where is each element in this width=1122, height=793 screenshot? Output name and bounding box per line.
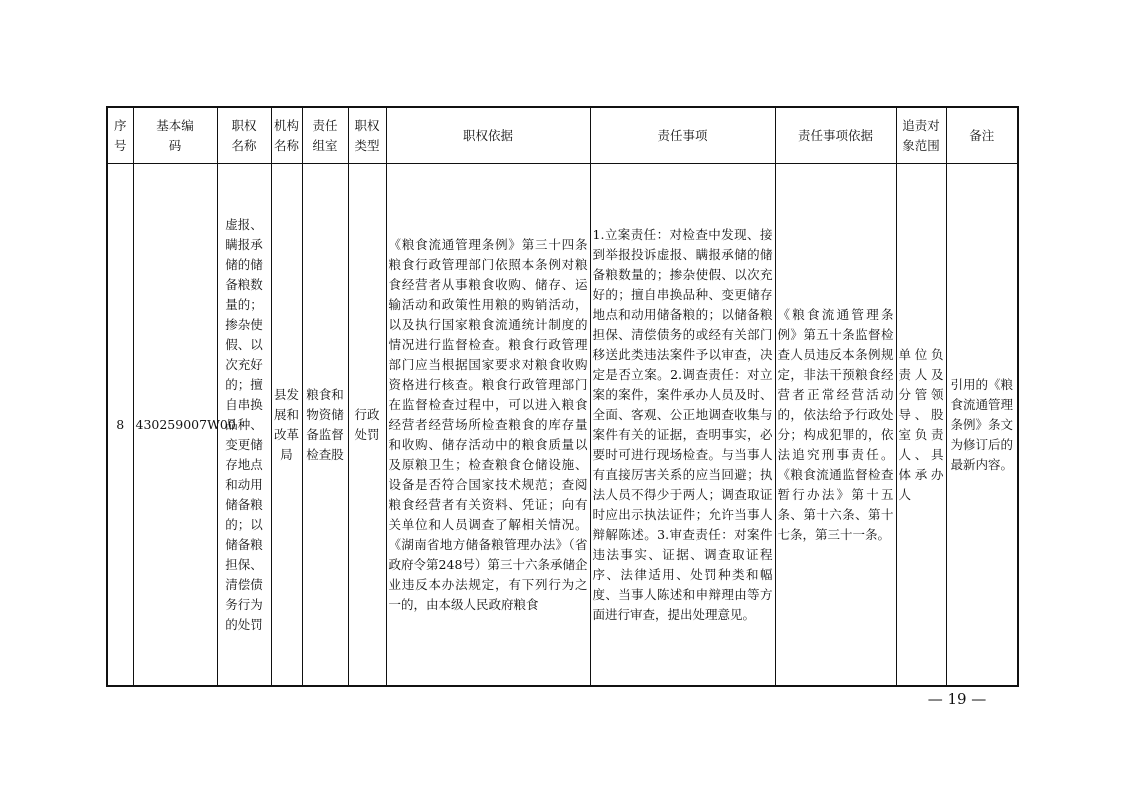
row-number: 8 <box>107 164 133 687</box>
power-basis: 《粮食流通管理条例》第三十四条粮食行政管理部门依照本条例对粮食经营者从事粮食收购、储存、运输活动和政策性用粮的购销活动，以及执行国家粮食流通统计制度的情况进行监督检查。粮食行政管理部门应当根据国家要求对粮食收购资格进行核查。粮食行政管理部门在监督检查过程中，可以进入粮食经营者经营场所检查粮食的库存量和收购、储存活动中的粮食质量以及原粮卫生；检查粮食仓储设施、设备是否符合国家技术规范；查阅粮食经营者有关资料、凭证；向有关单位和人员调查了解相关情况。《湖南省地方储备粮管理办法》（省政府令第248号）第三十六条承储企业违反本办法规定，有下列行为之一的，由本级人民政府粮食 <box>386 164 590 687</box>
header-scope: 追责对象范围 <box>896 107 946 164</box>
header-row <box>107 107 1018 164</box>
header-duty-basis: 责任事项依据 <box>775 107 896 164</box>
table-row <box>107 164 1018 687</box>
header-type: 职权类型 <box>348 107 386 164</box>
responsibility-items: 1.立案责任：对检查中发现、接到举报投诉虚报、瞒报承储的储备粮数量的；掺杂使假、以次充好的；擅自串换品种、变更储存地点和动用储备粮的；以储备粮担保、清偿债务的或经有关部门移送此类违法案件予以审查，决定是否立案。2.调查责任：对立案的案件，案件承办人员及时、全面、客观、公正地调查收集与案件有关的证据，查明事实，必要时可进行现场检查。与当事人有直接厉害关系的应当回避；执法人员不得少于两人；调查取证时应出示执法证件；允许当事人辩解陈述。3.审查责任：对案件违法事实、证据、调查取证程序、法律适用、处罚种类和幅度、当事人陈述和申辩理由等方面进行审查，提出处理意见。 <box>590 164 775 687</box>
duty-table <box>106 106 1019 687</box>
power-type: 行政处罚 <box>348 164 386 687</box>
remark: 引用的《粮食流通管理条例》条文为修订后的最新内容。 <box>946 164 1018 687</box>
header-basis: 职权依据 <box>386 107 590 164</box>
header-no: 序号 <box>107 107 133 164</box>
org-name: 县发展和改革局 <box>271 164 302 687</box>
header-group: 责任组室 <box>302 107 348 164</box>
responsible-group: 粮食和物资储备监督检查股 <box>302 164 348 687</box>
page-number: — 19 — <box>927 690 987 708</box>
power-name: 虚报、瞒报承储的储备粮数量的；掺杂使假、以次充好的；擅自串换品种、变更储存地点和动用储备粮的；以储备粮担保、清偿债务行为的处罚 <box>217 164 271 687</box>
accountability-scope: 单位负责人及分管领导、股室负责人、具体承办人 <box>896 164 946 687</box>
responsibility-basis: 《粮食流通管理条例》第五十条监督检查人员违反本条例规定，非法干预粮食经营者正常经营活动的，依法给予行政处分；构成犯罪的，依法追究刑事责任。《粮食流通监督检查暂行办法》第十五条、第十六条、第十七条，第三十一条。 <box>775 164 896 687</box>
header-code: 基本编码 <box>133 107 217 164</box>
header-name: 职权名称 <box>217 107 271 164</box>
header-org: 机构名称 <box>271 107 302 164</box>
base-code: 430259007W00 <box>133 164 217 687</box>
header-duties: 责任事项 <box>590 107 775 164</box>
header-remark: 备注 <box>946 107 1018 164</box>
